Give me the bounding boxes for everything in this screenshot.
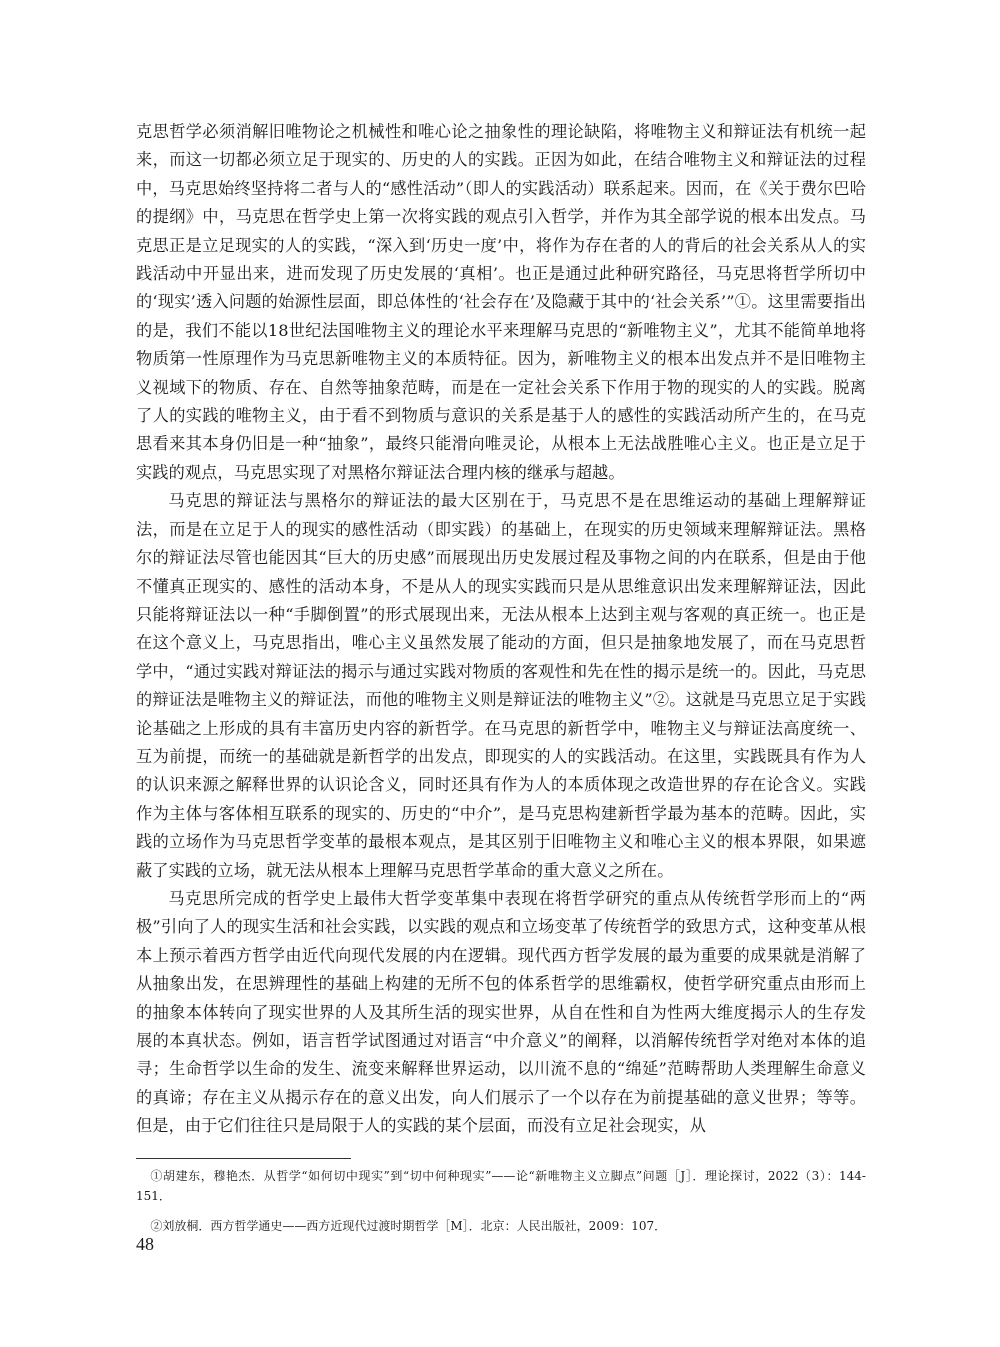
footnote-1: ①胡建东，穆艳杰．从哲学“如何切中现实”到“切中何种现实”——论“新唯物主义立脚点”问题［J］．理论探讨，2022（3）：144-151． [136,1169,866,1203]
footnote-2: ②刘放桐．西方哲学通史——西方近现代过渡时期哲学［M］．北京：人民出版社，2009：107． [150,1219,667,1233]
paragraph-3: 马克思所完成的哲学史上最伟大哲学变革集中表现在将哲学研究的重点从传统哲学形而上的“两极”引向了人的现实生活和社会实践，以实践的观点和立场变革了传统哲学的致思方式，这种变革从根本上预示着西方哲学由近代向现代发展的内在逻辑。现代西方哲学发展的最为重要的成果就是消解了从抽象出发，在思辨理性的基础上构建的无所不包的体系哲学的思维霸权，使哲学研究重点由形而上的抽象本体转向了现实世界的人及其所生活的现实世界，从自在性和自为性两大维度揭示人的生存发展的本真状态。例如，语言哲学试图通过对语言“中介意义”的阐释，以消解传统哲学对绝对本体的追寻；生命哲学以生命的发生、流变来解释世界运动，以川流不息的“绵延”范畴帮助人类理解生命意义的真谛；存在主义从揭示存在的意义出发，向人们展示了一个以存在为前提基础的意义世界；等等。但是，由于它们往往只是局限于人的实践的某个层面，而没有立足社会现实，从 [136,888,866,1136]
main-text [136,118,866,1141]
paragraph-1: 克思哲学必须消解旧唯物论之机械性和唯心论之抽象性的理论缺陷，将唯物主义和辩证法有机统一起来，而这一切都必须立足于现实的、历史的人的实践。正因为如此，在结合唯物主义和辩证法的过程中，马克思始终坚持将二者与人的“感性活动”（即人的实践活动）联系起来。因而，在《关于费尔巴哈的提纲》中，马克思在哲学史上第一次将实践的观点引入哲学，并作为其全部学说的根本出发点。马克思正是立足现实的人的实践，“深入到‘历史一度’中，将作为存在者的人的背后的社会关系从人的实践活动中开显出来，进而发现了历史发展的‘真相’。也正是通过此种研究路径，马克思将哲学所切中的‘现实’透入问题的始源性层面，即总体性的‘社会存在’及隐藏于其中的‘社会关系’”①。这里需要指出的是，我们不能以18世纪法国唯物主义的理论水平来理解马克思的“新唯物主义”，尤其不能简单地将物质第一性原理作为马克思新唯物主义的本质特征。因为，新唯物主义的根本出发点并不是旧唯物主义视域下的物质、存在、自然等抽象范畴，而是在一定社会关系下作用于物的现实的人的实践。脱离了人的实践的唯物主义，由于看不到物质与意识的关系是基于人的感性的实践活动所产生的，在马克思看来其本身仍旧是一种“抽象”，最终只能滑向唯灵论，从根本上无法战胜唯心主义。也正是立足于实践的观点，马克思实现了对黑格尔辩证法合理内核的继承与超越。 [136,122,866,482]
footnote-divider [136,1158,351,1159]
footnotes [136,1166,866,1246]
paragraph-2: 马克思的辩证法与黑格尔的辩证法的最大区别在于，马克思不是在思维运动的基础上理解辩证法，而是在立足于人的现实的感性活动（即实践）的基础上，在现实的历史领域来理解辩证法。黑格尔的辩证法尽管也能因其“巨大的历史感”而展现出历史发展过程及事物之间的内在联系，但是由于他不懂真正现实的、感性的活动本身，不是从人的现实实践而只是从思维意识出发来理解辩证法，因此只能将辩证法以一种“手脚倒置”的形式展现出来，无法从根本上达到主观与客观的真正统一。也正是在这个意义上，马克思指出，唯心主义虽然发展了能动的方面，但只是抽象地发展了，而在马克思哲学中，“通过实践对辩证法的揭示与通过实践对物质的客观性和先在性的揭示是统一的。因此，马克思的辩证法是唯物主义的辩证法，而他的唯物主义则是辩证法的唯物主义”②。这就是马克思立足于实践论基础之上形成的具有丰富历史内容的新哲学。在马克思的新哲学中，唯物主义与辩证法高度统一、互为前提，而统一的基础就是新哲学的出发点，即现实的人的实践活动。在这里，实践既具有作为人的认识来源之解释世界的认识论含义，同时还具有作为人的本质体现之改造世界的存在论含义。实践作为主体与客体相互联系的现实的、历史的“中介”，是马克思构建新哲学最为基本的范畴。因此，实践的立场作为马克思哲学变革的最根本观点，是其区别于旧唯物主义和唯心主义的根本界限，如果遮蔽了实践的立场，就无法从根本上理解马克思哲学革命的重大意义之所在。 [136,491,866,880]
page-number: 48 [136,1234,154,1254]
